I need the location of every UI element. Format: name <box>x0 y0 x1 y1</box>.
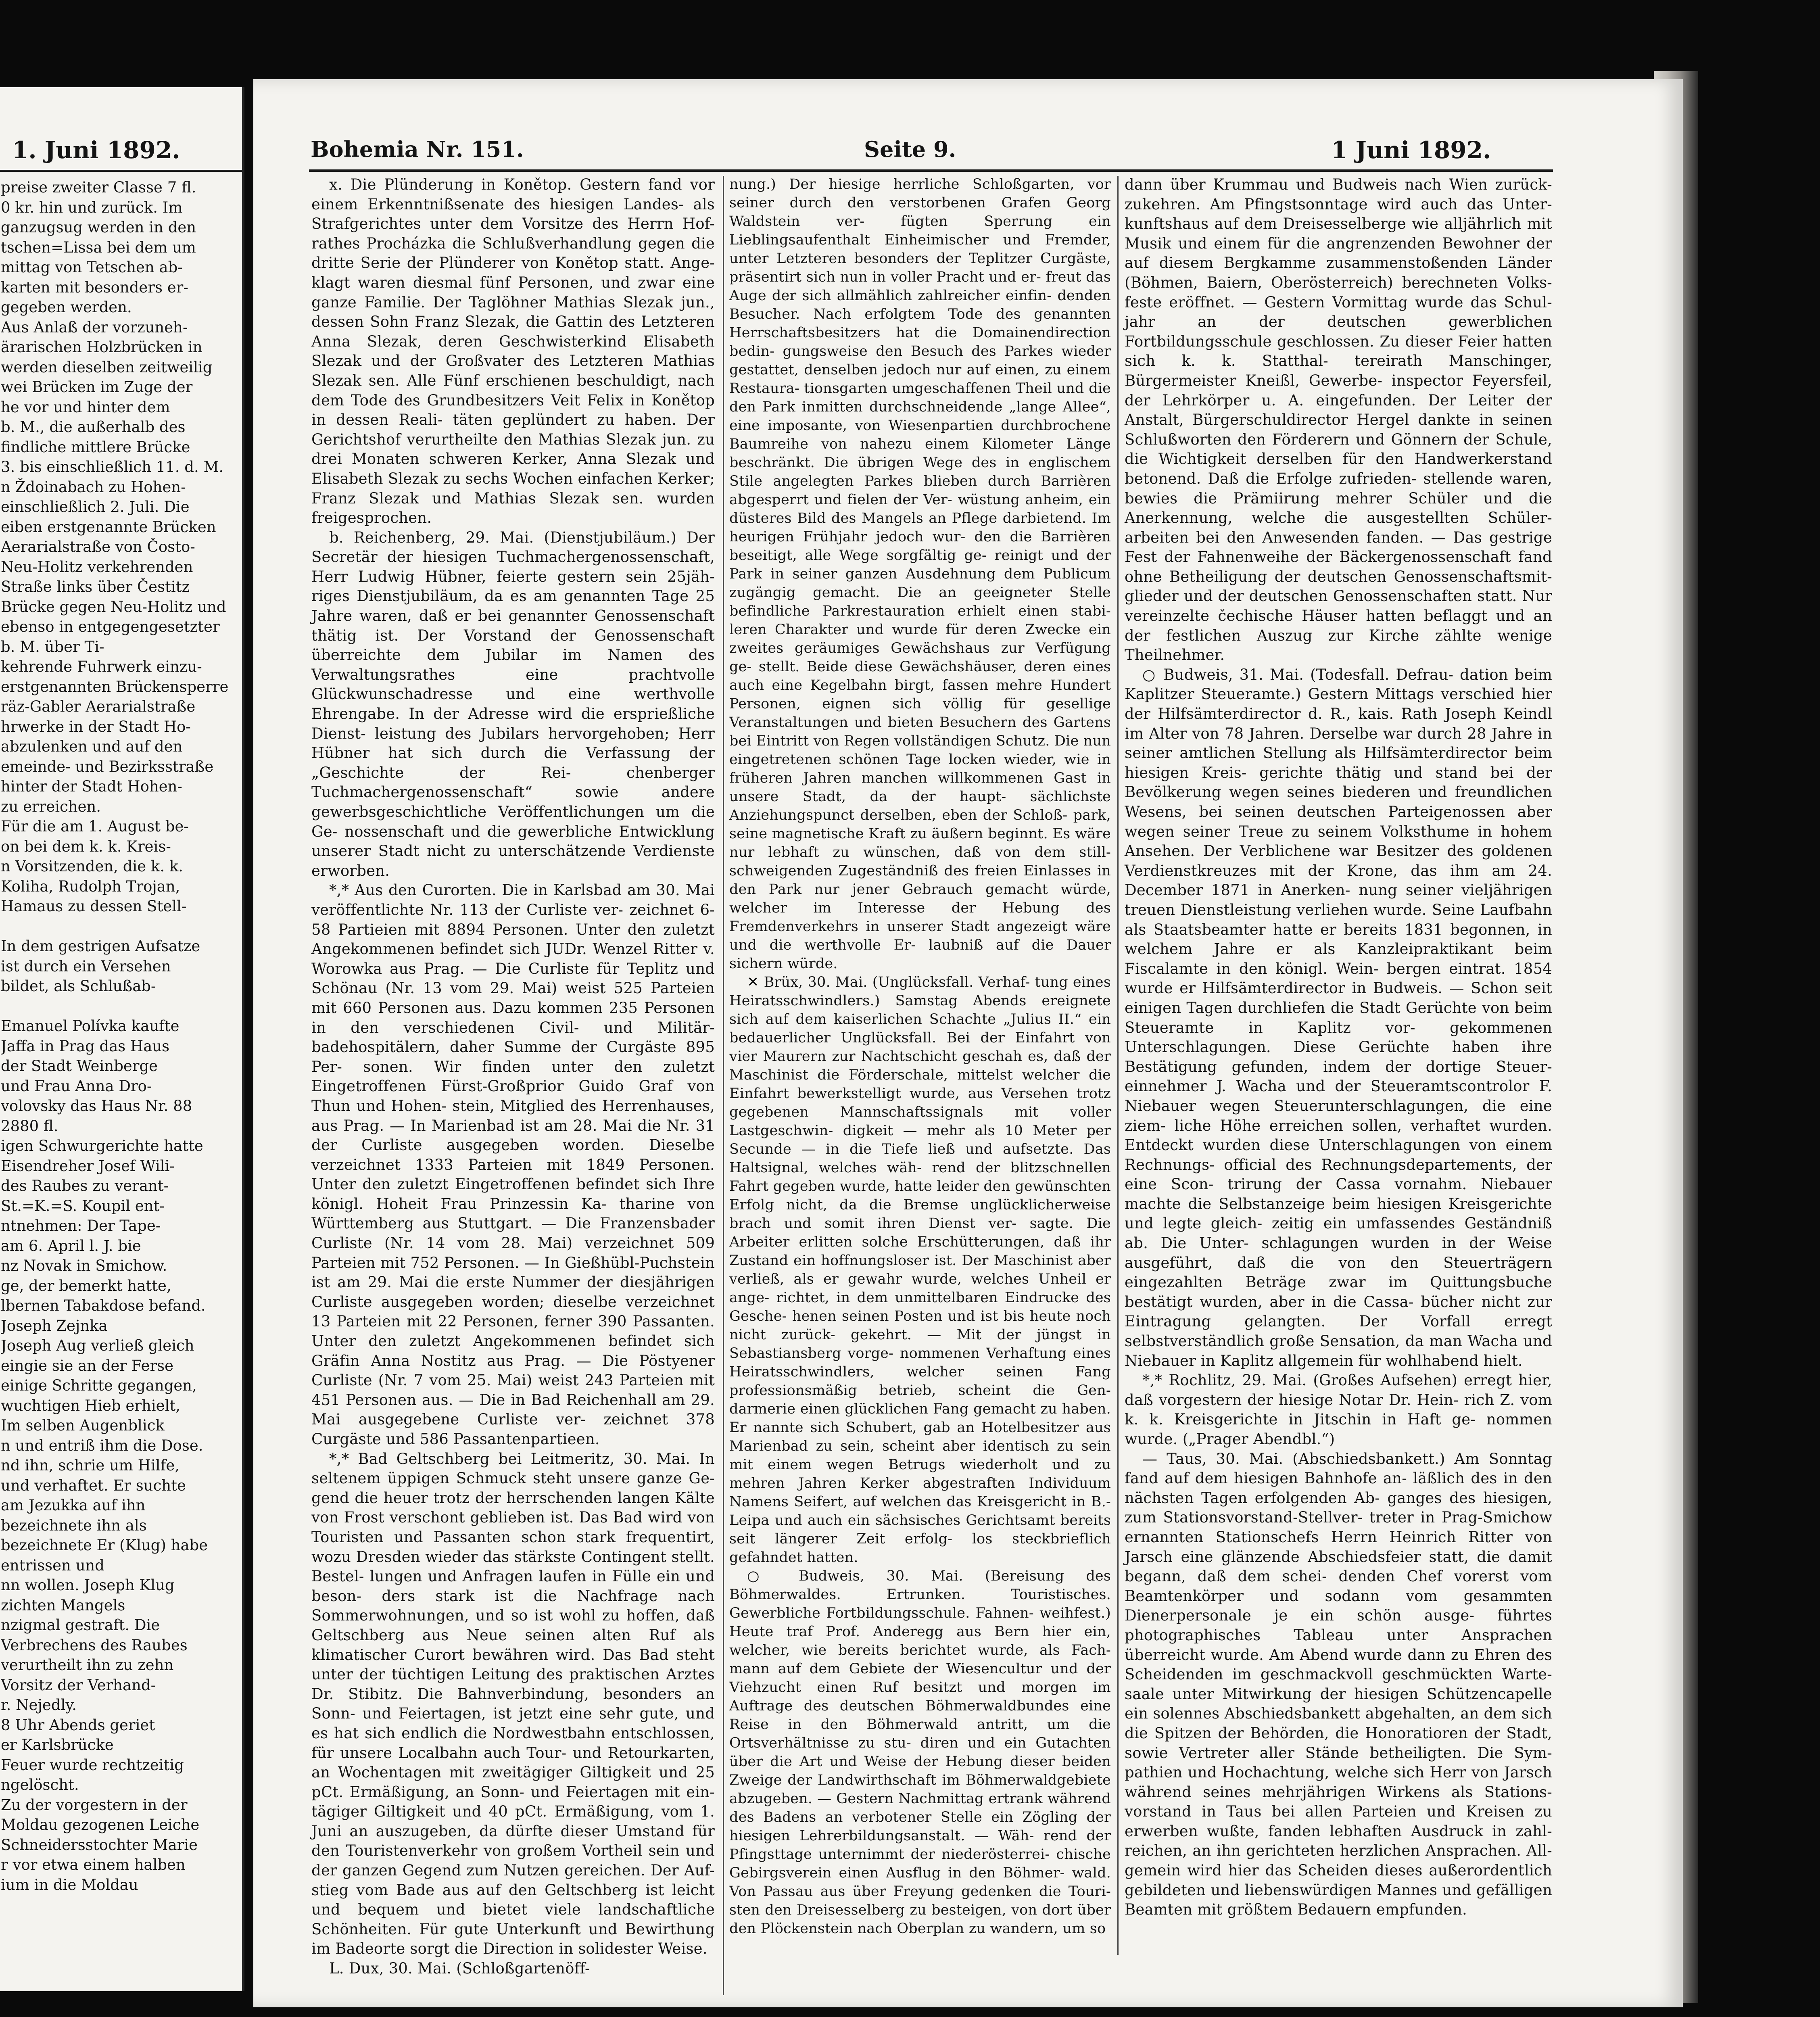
paper-title: Bohemia Nr. 151. <box>311 136 524 162</box>
left-page-line: kehrende Fuhrwerk einzu- <box>1 658 202 675</box>
column-divider-1 <box>723 176 724 1995</box>
left-page-line: nz Novak in Smichow. <box>1 1257 167 1274</box>
left-page-line: eiben erstgenannte Brücken <box>1 518 216 536</box>
left-page-line: zu erreichen. <box>1 798 101 815</box>
left-page-line: mittag von Tetschen ab- <box>1 259 183 276</box>
left-page-line: Eisendreher Josef Wili- <box>1 1157 175 1175</box>
left-page-line: nn wollen. Joseph Klug <box>1 1576 175 1594</box>
header-rule <box>309 169 1553 172</box>
main-page <box>253 79 1683 2007</box>
left-page-line: 3. bis einschließlich 11. d. M. <box>1 458 224 476</box>
left-page-line: hinter der Stadt Hohen- <box>1 778 182 795</box>
left-page-line: tschen=Lissa bei dem um <box>1 238 196 256</box>
left-page-line: Joseph Aug verließ gleich <box>1 1337 194 1354</box>
article-column-3 <box>1125 175 1552 1920</box>
left-page-line: hrwerke in der Stadt Ho- <box>1 718 191 735</box>
left-page-line: einschließlich 2. Juli. Die <box>1 498 190 516</box>
article-paragraph: L. Dux, 30. Mai. (Schloßgartenöff- <box>329 1960 590 1977</box>
left-page-line: eingie sie an der Ferse <box>1 1357 174 1374</box>
left-page-line: Feuer wurde rechtzeitig <box>1 1756 184 1774</box>
article-paragraph: — Taus, 30. Mai. (Abschiedsbankett.) Am Sonntag fand auf dem hiesigen Bahnhofe an- läßlich des in den nächsten Tagen erfolgenden Ab- ganges des hiesigen, zum Stationsvorstand-Stellver- treter in Prag-Smichow ernannten Stationschefs Herrn Heinrich Ritter von Jarsch eine glänzende Abschiedsfeier statt, die damit begann, daß dem schei- denden Chef vorerst vom Beamtenkörper und sodann vom gesammten Dienerpersonale je ein schön ausge- führtes photographisches Tableau unter Ansprachen überreicht wurde. Am Abend wurde dann zu Ehren des Scheidenden im geschmackvoll geschmückten Warte- saale unter Mitwirkung der hiesigen Schützencapelle ein solennes Abschiedsbankett abgehalten, an dem sich die Spitzen der Behörden, die Honoratioren der Stadt, sowie Vertreter aller Stände betheiligten. Die Sym- pathien und Hochachtung, welche sich Herr von Jarsch während seines mehrjährigen Wirkens als Stations- vorstand in Taus bei allen Parteien und Kreisen zu erwerben wußte, fanden lebhaften Ausdruck in zahl- reichen, an ihn gerichteten herzlichen Ansprachen. All- gemein wird hier das Scheiden dieses außerordentlich gebildeten und liebenswürdigen Mannes und gefälligen Beamten mit größtem Bedauern empfunden. <box>1125 1450 1552 1919</box>
article-paragraph: dann über Krummau und Budweis nach Wien zurück- zukehren. Am Pfingstsonntage wird auch das Unter- kunftshaus auf dem Dreisesselberge wie alljährlich mit Musik und einem für die angrenzenden Bewohner der auf diesem Bergkamme zusammenstoßenden Länder (Böhmen, Baiern, Oberösterreich) berechneten Volks- feste eröffnet. — Gestern Vormittag wurde das Schul- jahr an der deutschen gewerblichen Fortbildungsschule geschlossen. Zu dieser Feier hatten sich k. k. Statthal- tereirath Manschinger, Bürgermeister Kneißl, Gewerbe- inspector Feyersfeil, der Lehrkörper u. A. eingefunden. Der Leiter der Anstalt, Bürgerschuldirector Hergel dankte in seinen Schlußworten den Förderern und Gönnern der Schule, die Wichtigkeit derselben für den Handwerkerstand betonend. Daß die Erfolge zufrieden- stellende waren, bewies die Prämiirung mehrer Schüler und die Anerkennung, welche die ausgestellten Schüler- arbeiten bei den Anwesenden fanden. — Das gestrige Fest der Fahnenweihe der Bäckergenossenschaft fand ohne Betheiligung der deutschen Genossenschaftsmit- glieder und der deutschen Genossenschaften statt. Nur vereinzelte čechische Häuser hatten beflaggt und an der festlichen Auszug zur Kirche zählte wenige Theilnehmer. <box>1125 176 1552 664</box>
left-page-line: St.=K.=S. Koupil ent- <box>1 1197 165 1215</box>
left-page-line: bezeichnete ihn als <box>1 1516 147 1534</box>
left-page-line: einige Schritte gegangen, <box>1 1377 197 1394</box>
left-page-line: Emanuel Polívka kaufte <box>1 1017 179 1035</box>
left-page-line: Jaffa in Prag das Haus <box>1 1037 170 1055</box>
left-page-line: preise zweiter Classe 7 fl. <box>1 179 196 196</box>
left-page-line: bildet, als Schlußab- <box>1 977 156 995</box>
left-page-line: 0 kr. hin und zurück. Im <box>1 198 183 216</box>
left-page-line: he vor und hinter dem <box>1 398 170 416</box>
article-paragraph: ○ Budweis, 31. Mai. (Todesfall. Defrau- dation beim Kaplitzer Steueramte.) Gestern Mittags verschied hier der Hilfsämterdirector d. R., kais. Rath Joseph Keindl im Alter von 78 Jahren. Derselbe war durch 28 Jahre in seiner amtlichen Stellung als Hilfsämterdirector beim hiesigen Kreis- gerichte thätig und stand bei der Bevölkerung wegen seines biederen und freundlichen Wesens, bei seinen deutschen Parteigenossen aber wegen seiner Treue zu seinem Volksthume in hohem Ansehen. Der Verblichene war Besitzer des goldenen Verdienstkreuzes mit der Krone, das ihm am 24. December 1871 in Anerken- nung seiner vieljährigen treuen Dienstleistung verliehen wurde. Seine Laufbahn als Staatsbeamter hatte er bereits 1831 begonnen, in welchem Jahre er als Kanzleipraktikant beim Fiscalamte in den königl. Wein- bergen eintrat. 1854 wurde er Hilfsämterdirector in Budweis. — Schon seit einigen Tagen durchliefen die Stadt Gerüchte von beim Steueramte in Kaplitz vor- gekommenen Unterschlagungen. Diese Gerüchte haben ihre Bestätigung gefunden, indem der dortige Steuer- einnehmer J. Wacha und der Steueramtscontrolor F. Niebauer wegen Steuerunterschlagungen, die eine ziem- liche Höhe erreichen sollen, verhaftet wurden. Entdeckt wurden diese Unterschlagungen von einem Rechnungs- official des Rechnungsdepartements, der eine Scon- trirung der Cassa vornahm. Niebauer machte die Selbstanzeige beim hiesigen Kreisgerichte und legte gleich- zeitig ein umfassendes Geständniß ab. Die Unter- schlagungen wurden in der Weise ausgeführt, daß die von den Steuerträgern eingezahlten Beträge zwar im Quittungsbuche bestätigt wurden, aber in die Cassa- bücher nicht zur Eintragung gelangten. Der Vorfall erregt selbstverständlich große Sensation, da man Wacha und Niebauer in Kaplitz allgemein für wohlhabend hielt. <box>1125 666 1552 1370</box>
left-page-line: In dem gestrigen Aufsatze <box>1 938 200 955</box>
left-page-line <box>1 917 241 937</box>
left-page-line: gegeben werden. <box>1 299 132 316</box>
left-page-line: der Stadt Weinberge <box>1 1057 158 1075</box>
article-paragraph: *,* Rochlitz, 29. Mai. (Großes Aufsehen) erregt hier, daß vorgestern der hiesige Notar Dr. Hein- rich Z. vom k. k. Kreisgerichte in Jitschin in Haft ge- nommen wurde. („Prager Abendbl.“) <box>1125 1372 1552 1448</box>
left-page-line: ganzugsug werden in den <box>1 219 196 236</box>
left-page-line: ist durch ein Versehen <box>1 957 171 975</box>
left-page-line <box>1 996 241 1017</box>
left-page-line: ge, der bemerkt hatte, <box>1 1277 171 1295</box>
left-page-line: n Vorsitzenden, die k. k. <box>1 858 184 875</box>
article-paragraph: ○ Budweis, 30. Mai. (Bereisung des Böhmerwaldes. Ertrunken. Touristisches. Gewerbliche Fortbildungsschule. Fahnen- weihfest.) Heute traf Prof. Anderegg aus Bern hier ein, welcher, wie bereits berichtet wurde, als Fach- mann auf dem Gebiete der Wiesencultur und der Viehzucht einen Ruf besitzt und morgen im Auftrage des deutschen Böhmerwaldbundes eine Reise in den Böhmerwald antritt, um die Ortsverhältnisse zu stu- diren und ein Gutachten über die Art und Weise der Hebung dieser beiden Zweige der Landwirthschaft im Böhmerwaldgebiete abzugeben. — Gestern Nachmittag ertrank während des Badens an verbotener Stelle ein Zögling der hiesigen Lehrerbildungsanstalt. — Wäh- rend der Pfingsttage unternimmt der niederösterrei- chische Gebirgsverein einen Ausflug in den Böhmer- wald. Von Passau aus über Freyung gedenken die Touri- sten den Dreisesselberg zu besteigen, von dort über den Plöckenstein nach Oberplan zu wandern, um so <box>729 1568 1111 1937</box>
left-page-line: emeinde- und Bezirksstraße <box>1 758 214 775</box>
issue-date: 1 Juni 1892. <box>1331 136 1491 164</box>
left-page-line: 2880 fl. <box>1 1117 58 1135</box>
left-page-line: Schneidersstochter Marie <box>1 1836 198 1854</box>
column-divider-2 <box>1117 176 1119 1955</box>
left-page-line: bezeichnete Er (Klug) habe <box>1 1537 208 1554</box>
left-page-line: Zu der vorgestern in der <box>1 1796 188 1814</box>
left-page-line: wuchtigen Hieb erhielt, <box>1 1397 180 1414</box>
left-page-line: karten mit besonders er- <box>1 278 188 296</box>
left-page-line: des Raubes zu verant- <box>1 1177 169 1194</box>
left-page-line: abzulenken und auf den <box>1 738 183 755</box>
article-paragraph: *,* Aus den Curorten. Die in Karlsbad am 30. Mai veröffentlichte Nr. 113 der Curliste ver- zeichnet 6-58 Partieien mit 8894 Personen. Unter den zuletzt Angekommenen befindet sich JUDr. Wenzel Ritter v. Worowka aus Prag. — Die Curliste für Teplitz und Schönau (Nr. 13 vom 29. Mai) weist 525 Parteien mit 660 Personen aus. Dazu kommen 235 Personen in den verschiedenen Civil- und Militär- badehospitälern, daher Summe der Curgäste 895 Per- sonen. Wir finden unter den zuletzt Eingetroffenen Fürst-Großprior Guido Graf von Thun und Hohen- stein, Mitglied des Herrenhauses, aus Prag. — In Marienbad ist am 28. Mai die Nr. 31 der Curliste ausgegeben worden. Dieselbe verzeichnet 1333 Parteien mit 1849 Personen. Unter den zuletzt Eingetroffenen befindet sich Ihre königl. Hoheit Frau Prinzessin Ka- tharine von Württemberg aus Stuttgart. — Die Franzensbader Curliste (Nr. 14 vom 28. Mai) verzeichnet 509 Parteien mit 752 Personen. — In Gießhübl-Puchstein ist am 29. Mai die erste Nummer der diesjährigen Curliste ausgegeben worden; dieselbe verzeichnet 13 Parteien mit 22 Personen, ferner 390 Passanten. Unter den zuletzt Angekommenen befindet sich Gräfin Anna Nostitz aus Prag. — Die Pöstyener Curliste (Nr. 7 vom 25. Mai) weist 243 Parteien mit 451 Personen aus. — Die in Bad Reichenhall am 29. Mai ausgegebene Curliste ver- zeichnet 378 Curgäste und 586 Passantenpartieen. <box>311 881 715 1448</box>
left-page-line: Neu-Holitz verkehrenden <box>1 558 193 576</box>
left-page-line: ngelöscht. <box>1 1776 79 1794</box>
left-page-line: n Ždoinabach zu Hohen- <box>1 478 186 496</box>
article-column-1 <box>311 175 715 1979</box>
left-page-line: Straße links über Čestitz <box>1 578 190 595</box>
left-page-line: am Jezukka auf ihn <box>1 1497 146 1514</box>
left-page-line: räz-Gabler Aerarialstraße <box>1 698 196 715</box>
left-page-line: verurtheilt ihn zu zehn <box>1 1656 174 1674</box>
article-paragraph: nung.) Der hiesige herrliche Schloßgarten, vor seiner durch den verstorbenen Grafen Georg Waldstein ver- fügten Sperrung ein Lieblingsaufenthalt Einheimischer und Fremder, unter Letzteren besonders der Teplitzer Curgäste, präsentirt sich nun in voller Pracht und er- freut das Auge der sich allmählich zahlreicher einfin- denden Besucher. Nach erfolgtem Tode des genannten Herrschaftsbesitzers hat die Domainendirection bedin- gungsweise den Besuch des Parkes wieder gestattet, denselben jedoch nur auf einen, zu einem Restaura- tionsgarten umgeschaffenen Theil und die den Park inmitten durchschneidende „lange Allee“, eine imposante, von Wiesenpartien durchbrochene Baumreihe von nahezu einem Kilometer Länge beschränkt. Die übrigen Wege des in englischem Stile angelegten Parkes blieben durch Barrièren abgesperrt und fielen der Ver- wüstung anheim, ein düsteres Bild des Mangels an Pflege darbietend. Im heurigen Frühjahr jedoch wur- den die Barrièren beseitigt, alle Wege sorgfältig ge- reinigt und der Park in seiner ganzen Ausdehnung dem Publicum zugängig gemacht. Die an geeigneter Stelle befindliche Parkrestauration erhielt einen stabi- leren Charakter und wurde für deren Zwecke ein zweites geräumiges Gewächshaus zur Verfügung ge- stellt. Beide diese Gewächshäuser, deren eines auch eine Kegelbahn birgt, fassen mehre Hundert Personen, eignen sich völlig für gesellige Veranstaltungen und bieten Besuchern des Gartens bei Eintritt von Regen vollständigen Schutz. Die nun eingetretenen schönen Tage locken wieder, wie in früheren Jahren manchen willkommenen Gast in unsere Stadt, da der haupt- sächlichste Anziehungspunct derselben, eben der Schloß- park, seine magnetische Kraft zu äußern beginnt. Es wäre nur lebhaft zu wünschen, daß von dem still- schweigenden Zugeständniß des freien Einlasses in den Park nur jener Gebrauch gemacht würde, welcher im Interesse der Hebung des Fremdenverkehrs in unserer Stadt angezeigt wäre und die werthvolle Er- laubniß auf die Dauer sichern würde. <box>729 176 1111 972</box>
left-page-line: wei Brücken im Zuge der <box>1 378 193 396</box>
left-page-line: Vorsitz der Verhand- <box>1 1676 156 1694</box>
left-page-line: igen Schwurgerichte hatte <box>1 1137 203 1155</box>
left-page-line: nd ihn, schrie um Hilfe, <box>1 1457 179 1474</box>
left-page <box>0 87 244 1991</box>
left-page-line: Aus Anlaß der vorzuneh- <box>1 318 188 336</box>
left-page-line: volovsky das Haus Nr. 88 <box>1 1097 192 1115</box>
left-page-line: lbernen Tabakdose befand. <box>1 1297 206 1314</box>
article-column-2 <box>729 175 1111 1938</box>
left-page-line: erstgenannten Brückensperre <box>1 678 229 695</box>
left-page-line: 8 Uhr Abends geriet <box>1 1716 155 1734</box>
left-page-line: b. M. über Ti- <box>1 638 104 656</box>
left-page-line: Aerarialstraße von Čosto- <box>1 538 195 555</box>
article-paragraph: *,* Bad Geltschberg bei Leitmeritz, 30. Mai. In seltenem üppigen Schmuck steht unsere ganze Ge- gend die heuer trotz der herrschenden langen Kälte von Frost verschont geblieben ist. Das Bad wird von Touristen und Passanten schon stark frequentirt, wozu Dresden wieder das stärkste Contingent stellt. Bestel- lungen und Anfragen laufen in Fülle ein und beson- ders stark ist die Nachfrage nach Sommerwohnungen, und so ist wohl zu hoffen, daß Geltschberg aus Neue seinen alten Ruf als klimatischer Curort bewähren wird. Das Bad steht unter der tüchtigen Leitung des praktischen Arztes Dr. Stibitz. Die Bahnverbindung, besonders an Sonn- und Feiertagen, ist jetzt eine sehr gute, und es hat sich endlich die Nordwestbahn entschlossen, für unsere Localbahn auch Tour- und Retourkarten, an Wochentagen mit zweitägiger Giltigkeit und 25 pCt. Ermäßigung, an Sonn- und Feiertagen mit ein- tägiger Giltigkeit und 40 pCt. Ermäßigung, vom 1. Juni an auszugeben, da dürfte dieser Umstand für den Touristenverkehr von großem Vortheil sein und der ganzen Gegend zum Nutzen gereichen. Der Auf- stieg vom Bade aus auf den Geltschberg ist leicht und bequem und bietet viele landschaftliche Schönheiten. Für gute Unterkunft und Bewirthung im Badeorte sorgt die Direction in solidester Weise. <box>311 1450 715 1958</box>
left-page-line: n und entriß ihm die Dose. <box>1 1437 203 1454</box>
left-page-line: r vor etwa einem halben <box>1 1856 186 1873</box>
left-page-line: Joseph Zejnka <box>1 1317 108 1334</box>
left-page-line: r. Nejedly. <box>1 1696 77 1714</box>
left-page-line: ebenso in entgegengesetzter <box>1 618 220 635</box>
article-paragraph: ✕ Brüx, 30. Mai. (Unglücksfall. Verhaf- tung eines Heiratsschwindlers.) Samstag Abends ereignete sich auf dem kaiserlichen Schachte „Julius II.“ ein bedauerlicher Unglücksfall. Bei der Einfahrt von vier Maurern zur Nachtschicht geschah es, daß der Maschinist die Förderschale, mittelst welcher die Einfahrt bewerkstelligt wurde, aus Versehen trotz gegebenen Mannschaftssignals mit voller Lastgeschwin- digkeit — mehr als 10 Meter per Secunde — in die Tiefe ließ und aufsetzte. Das Haltsignal, welches wäh- rend der blitzschnellen Fahrt gegeben wurde, hatte leider den gewünschten Erfolg nicht, da die Bremse unglücklicherweise brach und somit ihren Dienst ver- sagte. Die Arbeiter erlitten solche Erschütterungen, daß ihr Zustand ein hoffnungsloser ist. Der Maschinist aber verließ, als er gewahr wurde, welches Unheil er ange- richtet, in dem unmittelbaren Eindrucke des Gesche- henen seinen Posten und ist bis heute noch nicht zurück- gekehrt. — Mit der jüngst in Sebastiansberg vorge- nommenen Verhaftung eines Heiratsschwindlers, welcher seinen Fang professionsmäßig betrieb, scheint die Gen- darmerie einen glücklichen Fang gemacht zu haben. Er nannte sich Schubert, gab an Hotelbesitzer aus Marienbad zu sein, scheint aber identisch zu sein mit einem wegen Betrugs wiederholt und zu mehren Jahren Kerker abgestraften Individuum Namens Seifert, auf welchen das Kreisgericht in B.-Leipa und auch ein sächsisches Gerichtsamt bereits seit längerer Zeit erfolg- los steckbrieflich gefahndet hatten. <box>729 974 1111 1566</box>
left-page-line: am 6. April l. J. bie <box>1 1237 141 1255</box>
left-page-line: on bei dem k. k. Kreis- <box>1 837 171 855</box>
left-page-line: Hamaus zu dessen Stell- <box>1 898 187 915</box>
left-page-line: und Frau Anna Dro- <box>1 1077 152 1095</box>
left-page-line: Koliha, Rudolph Trojan, <box>1 877 180 895</box>
article-paragraph: b. Reichenberg, 29. Mai. (Dienstjubiläum.) Der Secretär der hiesigen Tuchmachergenossenschaft, Herr Ludwig Hübner, feierte gestern sein 25jäh- riges Dienstjubiläum, da es am genannten Tage 25 Jahre waren, daß er bei genannter Genossenschaft thätig ist. Der Vorstand der Genossenschaft überreichte dem Jubilar im Namen des Verwaltungsrathes eine prachtvolle Glückwunschadresse und eine werthvolle Ehrengabe. In der Adresse wird die ersprießliche Dienst- leistung des Jubilars hervorgehoben; Herr Hübner hat sich durch die Verfassung der „Geschichte der Rei- chenberger Tuchmachergenossenschaft“ sowie andere gewerbsgeschichtliche Veröffentlichungen um die Ge- nossenschaft und die gewerbliche Entwicklung unserer Stadt nicht zu unterschätzende Verdienste erworben. <box>311 528 715 879</box>
left-page-line: ärarischen Holzbrücken in <box>1 338 202 356</box>
left-page-line: ium in die Moldau <box>1 1876 138 1894</box>
left-page-line: Verbrechens des Raubes <box>1 1636 188 1654</box>
left-page-line: er Karlsbrücke <box>1 1736 114 1754</box>
left-page-line: Im selben Augenblick <box>1 1417 165 1434</box>
left-page-line: entrissen und <box>1 1556 104 1574</box>
left-page-line: werden dieselben zeitweilig <box>1 358 213 376</box>
left-page-line: Moldau gezogenen Leiche <box>1 1816 200 1833</box>
left-page-line: Brücke gegen Neu-Holitz und <box>1 598 226 616</box>
left-page-column <box>1 177 241 1895</box>
left-page-line: ntnehmen: Der Tape- <box>1 1217 161 1234</box>
page-number: Seite 9. <box>864 136 956 162</box>
article-paragraph: x. Die Plünderung in Konětop. Gestern fand vor einem Erkenntnißsenate des hiesigen Landes- als Strafgerichtes unter dem Vorsitze des Herrn Hof- rathes Procházka die Schlußverhandlung gegen die dritte Serie der Plünderer von Konětop statt. Ange- klagt waren diesmal fünf Personen, und zwar eine ganze Familie. Der Taglöhner Mathias Slezak jun., dessen Sohn Franz Slezak, die Gattin des Letzteren Anna Slezak, deren Geschwisterkind Elisabeth Slezak und der Großvater des Letzteren Mathias Slezak sen. Alle Fünf erschienen beschuldigt, nach dem Tode des Grundbesitzers Veit Felix in Konětop in dessen Reali- täten geplündert zu haben. Der Gerichtshof verurtheilte den Mathias Slezak jun. zu drei Monaten schweren Kerker, Anna Slezak und Elisabeth Slezak zu sechs Wochen einfachen Kerker; Franz Slezak und Mathias Slezak sen. wurden freigesprochen. <box>311 176 715 527</box>
left-page-line: findliche mittlere Brücke <box>1 438 190 456</box>
left-page-line: zichten Mangels <box>1 1596 125 1614</box>
left-page-line: nzigmal gestraft. Die <box>1 1616 160 1634</box>
left-page-line: und verhaftet. Er suchte <box>1 1476 186 1494</box>
left-page-line: Für die am 1. August be- <box>1 818 189 835</box>
left-page-date: 1. Juni 1892. <box>12 136 180 164</box>
left-header-rule <box>0 170 242 172</box>
left-page-line: b. M., die außerhalb des <box>1 418 186 436</box>
